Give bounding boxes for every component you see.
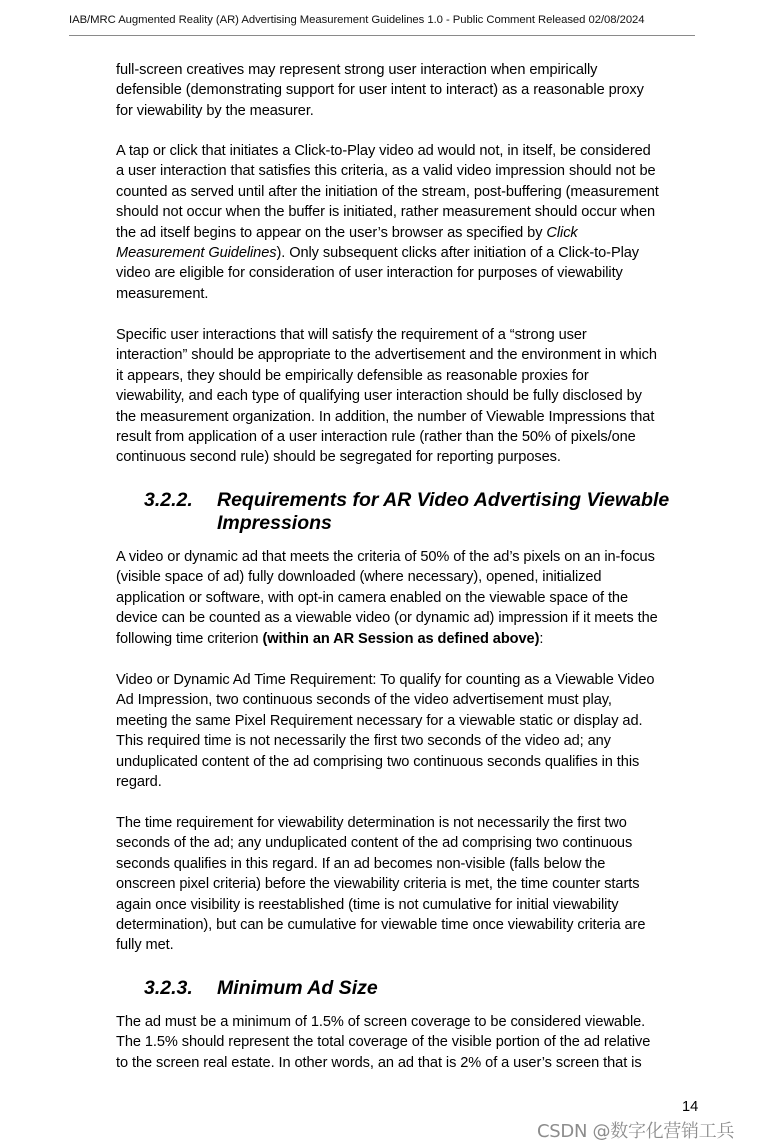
text-line: The ad must be a minimum of 1.5% of screen coverage to be considered viewable. [116, 1014, 646, 1030]
page-number: 14 [682, 1099, 699, 1115]
text-line: device can be counted as a viewable video (or dynamic ad) impression if it meets the [116, 610, 658, 627]
text-line: the measurement organization. In addition, the number of Viewable Impressions that [116, 408, 655, 425]
text-line: again once visibility is reestablished (time is not cumulative for initial viewability [116, 896, 619, 913]
text-line: full-screen creatives may represent strong user interaction when empirically [116, 62, 598, 78]
ar-session-emphasis: (within an AR Session as defined above) [262, 630, 540, 647]
text-line: The 1.5% should represent the total coverage of the visible portion of the ad relative [116, 1034, 651, 1051]
text-line: viewability, and each type of qualifying user interaction should be fully disclosed by [116, 388, 642, 405]
text-line: it appears, they should be empirically defensible as reasonable proxies for [116, 367, 589, 384]
text-line [116, 243, 716, 263]
paragraph-click-to-play [116, 141, 716, 304]
text-line: The time requirement for viewability determination is not necessarily the first two [116, 815, 627, 831]
text-line [116, 629, 716, 649]
text-line: application or software, with opt-in camera enabled on the viewable space of the [116, 589, 628, 606]
text-line: unduplicated content of the ad comprising two continuous seconds qualifies in this [116, 753, 640, 770]
watermark: CSDN @数字化营销工兵 [537, 1121, 735, 1142]
text-run: : [539, 630, 544, 647]
running-header: IAB/MRC Augmented Reality (AR) Advertising Measurement Guidelines 1.0 - Public Comment Released 02/08/2024 [69, 14, 645, 26]
paragraph-viewability-determination [116, 813, 716, 956]
text-line: counted as served until after the initiation of the stream, post-buffering (measurement [116, 183, 659, 200]
guideline-reference-italic: Click [546, 224, 578, 241]
text-line: onscreen pixel criteria) before the viewability criteria is met, the time counter starts [116, 876, 640, 893]
text-line: determination), but can be cumulative for viewable time once viewability criteria are [116, 917, 646, 934]
text-line: Specific user interactions that will satisfy the requirement of a “strong user [116, 327, 587, 343]
text-line: Video or Dynamic Ad Time Requirement: To qualify for counting as a Viewable Video [116, 672, 655, 688]
guideline-reference-italic: Measurement Guidelines [116, 245, 277, 262]
text-line: fully met. [116, 937, 174, 954]
title-line: Requirements for AR Video Advertising Viewable [217, 489, 670, 511]
title-line: Impressions [217, 512, 332, 534]
title-line: Minimum Ad Size [217, 977, 378, 999]
text-line: seconds qualifies in this regard. If an ad becomes non-visible (falls below the [116, 855, 606, 872]
section-number: 3.2.2. [144, 489, 193, 511]
text-line: A video or dynamic ad that meets the criteria of 50% of the ad’s pixels on an in-focus [116, 549, 655, 565]
header-divider [69, 35, 695, 36]
text-run: ). Only subsequent clicks after initiation of a Click-to-Play [276, 245, 640, 262]
text-line: should not occur when the buffer is initiated, rather measurement should occur when [116, 204, 656, 221]
text-line: a user interaction that satisfies this criteria, as a valid video impression should not be [116, 163, 656, 180]
text-line: Ad Impression, two continuous seconds of the video advertisement must play, [116, 692, 612, 709]
text-line: (visible space of ad) fully downloaded (where necessary), opened, initialized [116, 569, 602, 586]
text-line: result from application of a user interaction rule (rather than the 50% of pixels/one [116, 429, 636, 446]
text-run: following time criterion [116, 630, 263, 647]
text-line: to the screen real estate. In other words, an ad that is 2% of a user’s screen that is [116, 1054, 642, 1071]
text-line [116, 223, 716, 243]
text-line: continuous second rule) should be segregated for reporting purposes. [116, 449, 561, 466]
text-line: interaction” should be appropriate to the advertisement and the environment in which [116, 347, 657, 364]
text-line: for viewability by the measurer. [116, 102, 314, 119]
paragraph-time-requirement [116, 670, 716, 792]
paragraph-strong-user-interaction [116, 325, 716, 468]
text-line: seconds of the ad; any unduplicated content of the ad comprising two continuous [116, 835, 633, 852]
text-line: meeting the same Pixel Requirement necessary for a viewable static or display ad. [116, 712, 643, 729]
section-title [217, 489, 764, 535]
text-line: video are eligible for consideration of user interaction for purposes of viewability [116, 265, 623, 282]
paragraph-minimum-ad-size [116, 1012, 716, 1073]
text-line: A tap or click that initiates a Click-to-Play video ad would not, in itself, be considered [116, 143, 651, 159]
paragraph-video-ad-criteria [116, 547, 716, 649]
section-number: 3.2.3. [144, 977, 193, 999]
text-line: measurement. [116, 285, 209, 302]
text-line: This required time is not necessarily the first two seconds of the video ad; any [116, 733, 611, 750]
text-line: defensible (demonstrating support for user intent to interact) as a reasonable proxy [116, 82, 644, 99]
section-title [217, 977, 764, 1000]
text-line: regard. [116, 774, 162, 791]
text-run: the ad itself begins to appear on the user’s browser as specified by [116, 224, 547, 241]
paragraph-user-interaction-proxy [116, 60, 716, 121]
